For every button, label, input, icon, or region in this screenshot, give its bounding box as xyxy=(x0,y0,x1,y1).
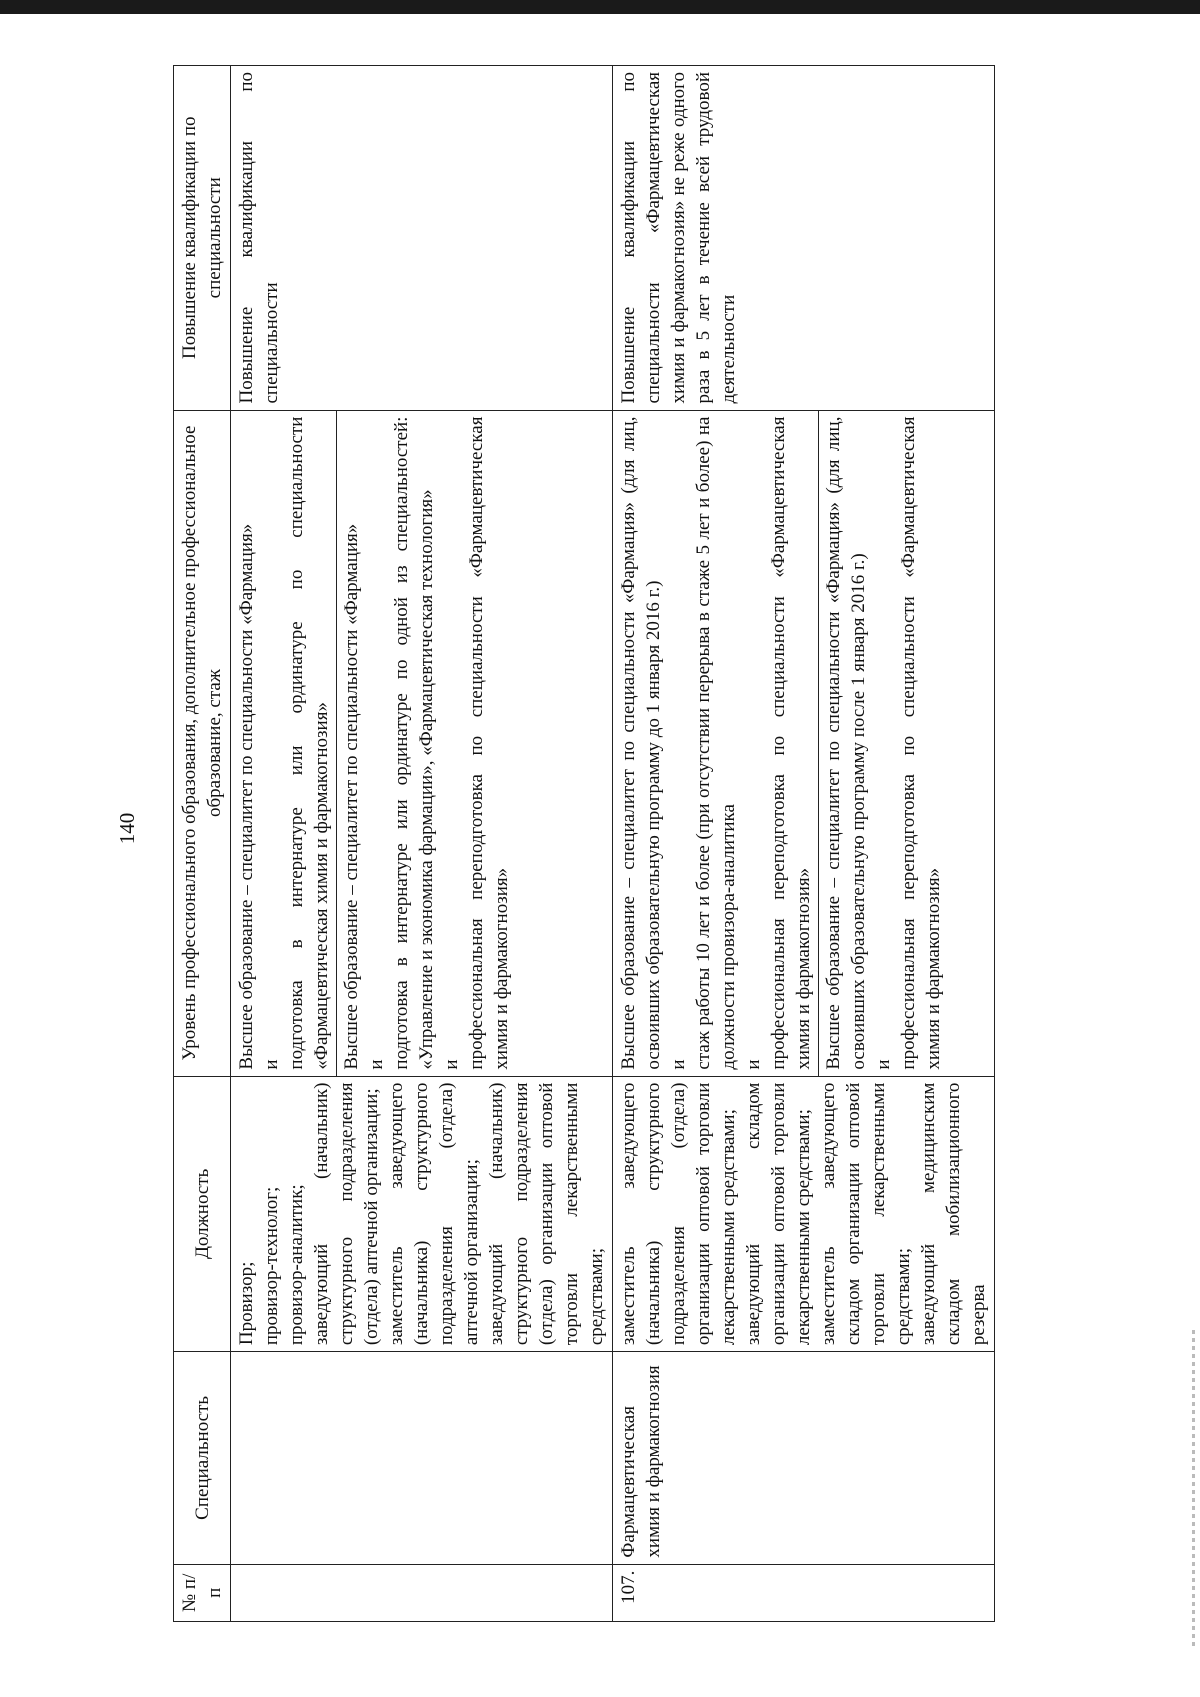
header-specialty: Специальность xyxy=(174,1352,231,1564)
position-line: заведующий (начальник) структурного подразделения (отдела) аптечной организации; xyxy=(311,1082,382,1346)
scan-edge-artifact xyxy=(1192,1330,1195,1650)
education-line: Высшее образование – специалитет по специальности «Фармация» (для лиц, освоивших образовательную программу после 1 января 2016 г.) xyxy=(823,416,869,1070)
scan-top-edge xyxy=(0,0,1200,14)
education-line: и xyxy=(366,1059,387,1070)
education-line: стаж работы 10 лет и более (при отсутствии перерыва в стаже 5 лет и более) на должности провизора-аналитика xyxy=(693,416,739,1070)
cell-position xyxy=(613,1076,995,1352)
page-number: 140 xyxy=(115,812,139,845)
cell-education xyxy=(613,410,995,1076)
header-education: Уровень профессионального образования, дополнительное профессиональное образование, стаж xyxy=(174,410,231,1076)
specialty-table xyxy=(173,65,995,1622)
cell-qualification: Повышение квалификации по специальности xyxy=(231,66,613,411)
position-line: провизор-аналитик; xyxy=(286,1184,307,1346)
rotated-page xyxy=(115,20,1115,1637)
education-line: профессиональная переподготовка по специальности «Фармацевтическая химия и фармакогнозия» xyxy=(768,416,814,1070)
education-line: и xyxy=(261,1059,282,1070)
education-line: профессиональная переподготовка по специальности «Фармацевтическая химия и фармакогнозия» xyxy=(898,416,944,1070)
education-line: Высшее образование – специалитет по специальности «Фармация» xyxy=(341,523,362,1070)
education-line: подготовка в интернатуре или ординатуре по одной из специальностей: «Управление и экономика фармации», «Фармацевтическая технология» xyxy=(391,416,437,1070)
position-line: Провизор; xyxy=(236,1261,257,1346)
position-line: заведующий медицинским складом мобилизационного резерва xyxy=(918,1082,989,1346)
cell-position xyxy=(231,1076,613,1352)
position-line: заместитель заведующего складом организации оптовой торговли лекарственными средствами; xyxy=(818,1082,914,1346)
position-line: заведующий (начальник) структурного подразделения (отдела) организации оптовой торговли лекарственными средствами; xyxy=(486,1082,607,1346)
table-row-107 xyxy=(613,66,995,1622)
education-line: подготовка в интернатуре или ординатуре по специальности «Фармацевтическая химия и фармакогнозия» xyxy=(286,416,332,1070)
cell-education xyxy=(231,410,613,1076)
table-row xyxy=(231,66,613,1622)
education-line: и xyxy=(441,1059,462,1070)
block-divider xyxy=(818,411,819,1076)
cell-num: 107. xyxy=(613,1564,995,1621)
header-qualification: Повышение квалификации по специальности xyxy=(174,66,231,411)
education-line: и xyxy=(743,1059,764,1070)
position-line: заместитель заведующего (начальника) структурного подразделения (отдела) организации оптовой торговли лекарственными средствами; xyxy=(618,1082,739,1346)
education-line: Высшее образование – специалитет по специальности «Фармация» (для лиц, освоивших образовательную программу до 1 января 2016 г.) xyxy=(618,416,664,1070)
education-line: и xyxy=(873,1059,894,1070)
cell-specialty xyxy=(231,1352,613,1564)
cell-num xyxy=(231,1564,613,1621)
position-line: заведующий складом организации оптовой торговли лекарственными средствами; xyxy=(743,1082,814,1346)
cell-specialty: Фармацевтическая химия и фармакогнозия xyxy=(613,1352,995,1564)
position-line: заместитель заведующего (начальника) структурного подразделения (отдела) аптечной организации; xyxy=(386,1082,482,1346)
header-position: Должность xyxy=(174,1076,231,1352)
block-divider xyxy=(336,411,337,1076)
position-line: провизор-технолог; xyxy=(261,1186,282,1346)
cell-qualification: Повышение квалификации по специальности «Фармацевтическая химия и фармакогнозия» не реже одного раза в 5 лет в течение всей трудовой деятельности xyxy=(613,66,995,411)
header-num: № п/п xyxy=(174,1564,231,1621)
table-header-row xyxy=(174,66,231,1622)
page-content xyxy=(115,20,1115,1637)
education-line: и xyxy=(668,1059,689,1070)
education-line: Высшее образование – специалитет по специальности «Фармация» xyxy=(236,523,257,1070)
education-line: профессиональная переподготовка по специальности «Фармацевтическая химия и фармакогнозия» xyxy=(466,416,512,1070)
